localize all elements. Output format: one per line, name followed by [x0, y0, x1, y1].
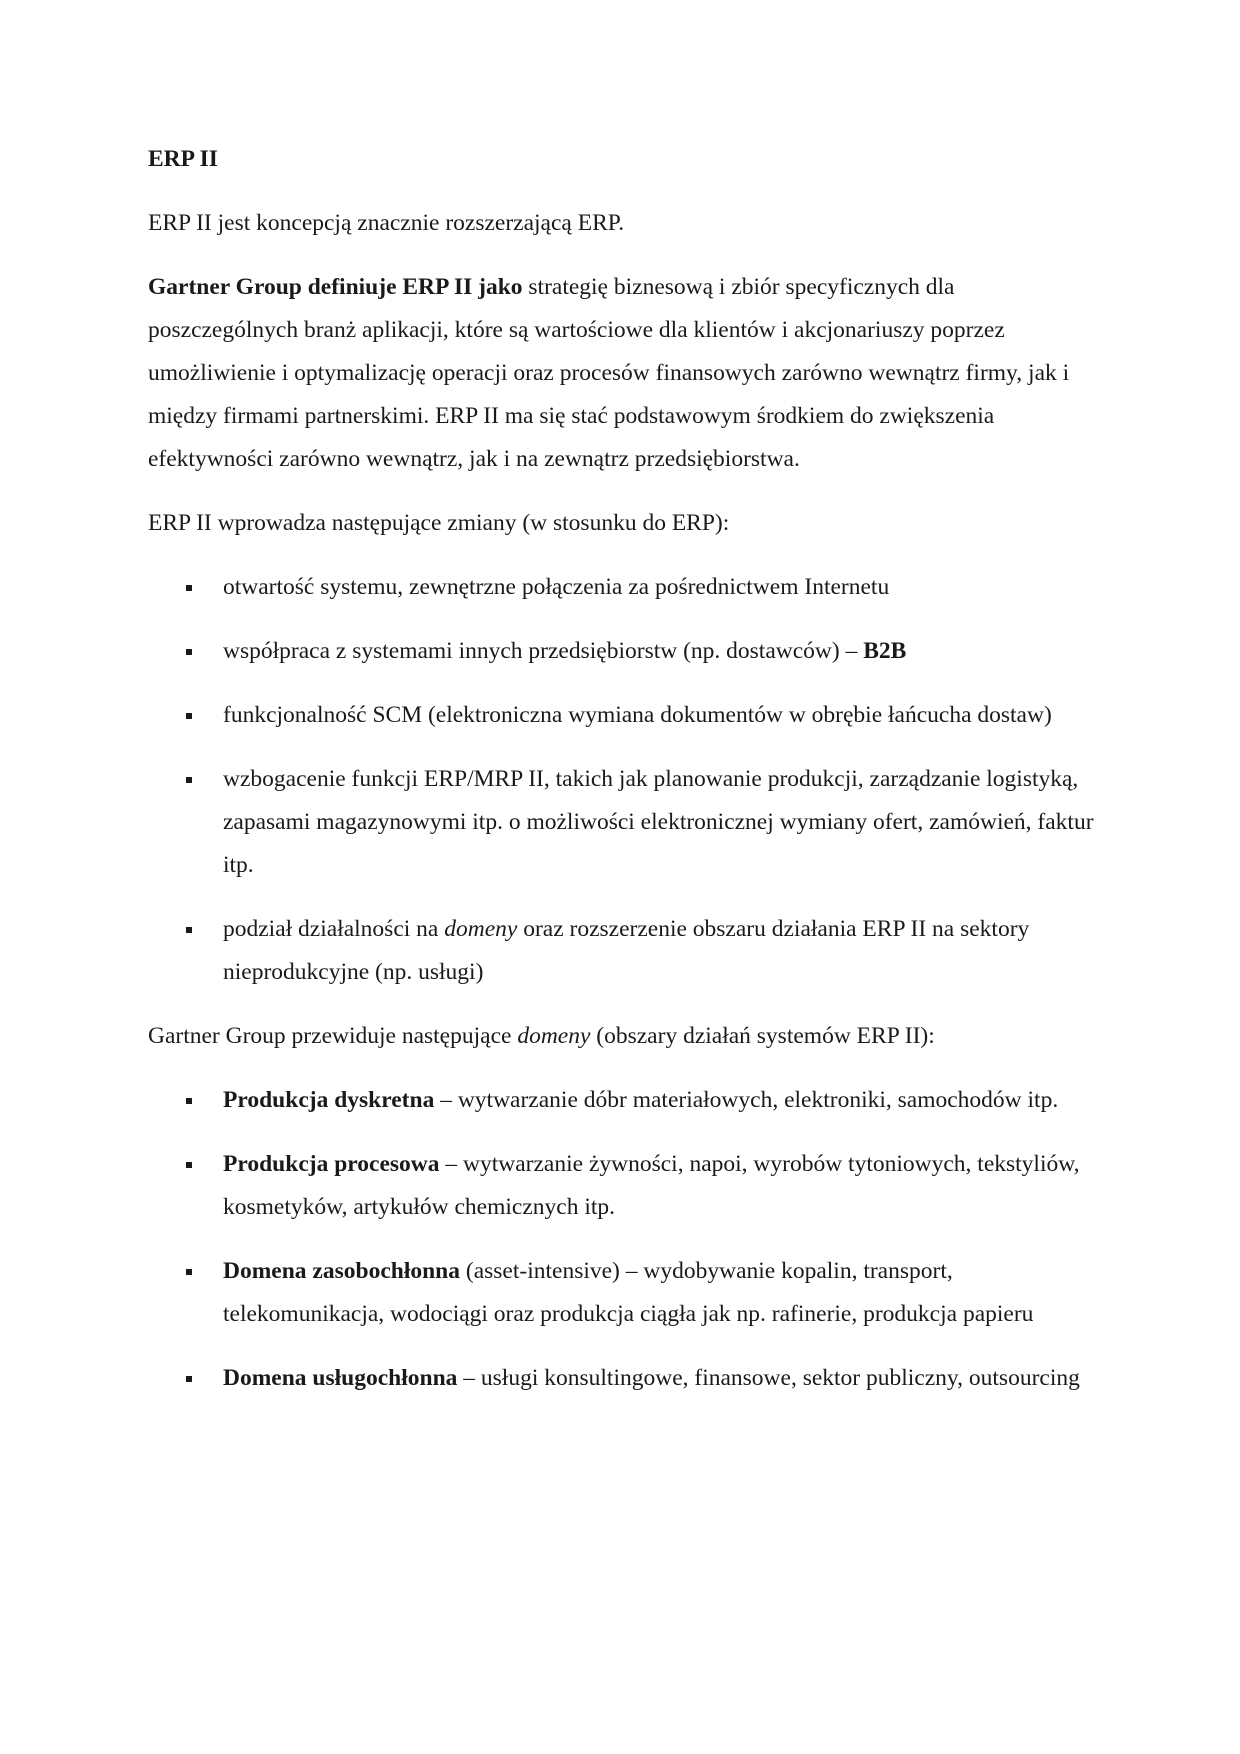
domains-list [148, 1079, 1094, 1400]
domains-intro-text: (obszary działań systemów ERP II): [590, 1023, 935, 1049]
list-item [148, 630, 1094, 673]
definition-text: strategię biznesową i zbiór specyficznych dla poszczególnych branż aplikacji, które są wartościowe dla klientów i akcjonariuszy poprzez umożliwienie i optymalizację operacji oraz procesów finansowych zarówno wewnątrz firmy, jak i między firmami partnerskimi. ERP II ma się stać podstawowym środkiem do zwiększenia efektywności zarówno wewnątrz, jak i na zewnątrz przedsiębiorstwa. [148, 274, 1070, 472]
domain-description: – wytwarzanie żywności, napoi, wyrobów tytoniowych, tekstyliów, kosmetyków, artykułów chemicznych itp. [223, 1151, 1080, 1220]
bullet-icon [186, 1376, 192, 1382]
domain-description: – wytwarzanie dóbr materiałowych, elektroniki, samochodów itp. [434, 1087, 1059, 1113]
list-item-text: funkcjonalność SCM (elektroniczna wymiana dokumentów w obrębie łańcucha dostaw) [223, 702, 1052, 728]
list-item [148, 758, 1094, 887]
domains-intro [148, 1015, 1094, 1058]
domains-intro-italic: domeny [517, 1023, 591, 1049]
bullet-icon [186, 713, 192, 719]
domain-name: Produkcja procesowa [223, 1151, 440, 1177]
definition-paragraph [148, 266, 1094, 481]
list-item-text: oraz rozszerzenie obszaru działania ERP II na sektory nieprodukcyjne (np. usługi) [223, 916, 1030, 985]
list-item [148, 566, 1094, 609]
definition-lead: Gartner Group definiuje ERP II jako [148, 274, 523, 300]
changes-list [148, 566, 1094, 994]
bullet-icon [186, 927, 192, 933]
changes-intro: ERP II wprowadza następujące zmiany (w stosunku do ERP): [148, 510, 730, 536]
bullet-icon [186, 1098, 192, 1104]
bullet-icon [186, 777, 192, 783]
domains-intro-text: Gartner Group przewiduje następujące [148, 1023, 518, 1049]
list-item-italic: domeny [444, 916, 518, 942]
list-item-text: otwartość systemu, zewnętrzne połączenia za pośrednictwem Internetu [223, 574, 890, 600]
list-item-text: podział działalności na [223, 916, 445, 942]
bullet-icon [186, 649, 192, 655]
list-item [148, 1143, 1094, 1229]
bullet-icon [186, 1269, 192, 1275]
bullet-icon [186, 1162, 192, 1168]
bullet-icon [186, 585, 192, 591]
list-item [148, 908, 1094, 994]
document-page [148, 138, 1094, 1421]
intro-paragraph: ERP II jest koncepcją znacznie rozszerzającą ERP. [148, 210, 625, 236]
domain-name: Domena zasobochłonna [223, 1258, 460, 1284]
list-item-text: współpraca z systemami innych przedsiębiorstw (np. dostawców) – [223, 638, 864, 664]
list-item-text: wzbogacenie funkcji ERP/MRP II, takich jak planowanie produkcji, zarządzanie logistyką, zapasami magazynowymi itp. o możliwości elektronicznej wymiany ofert, zamówień, faktur itp. [223, 766, 1094, 878]
list-item [148, 1357, 1094, 1400]
domain-description: – usługi konsultingowe, finansowe, sektor publiczny, outsourcing [457, 1365, 1080, 1391]
domain-description: (asset-intensive) – wydobywanie kopalin, transport, telekomunikacja, wodociągi oraz produkcja ciągła jak np. rafinerie, produkcja papieru [223, 1258, 1034, 1327]
domain-name: Domena usługochłonna [223, 1365, 458, 1391]
list-item-bold: B2B [863, 638, 907, 664]
list-item [148, 1079, 1094, 1122]
document-heading: ERP II [148, 146, 218, 172]
list-item [148, 694, 1094, 737]
domain-name: Produkcja dyskretna [223, 1087, 435, 1113]
list-item [148, 1250, 1094, 1336]
